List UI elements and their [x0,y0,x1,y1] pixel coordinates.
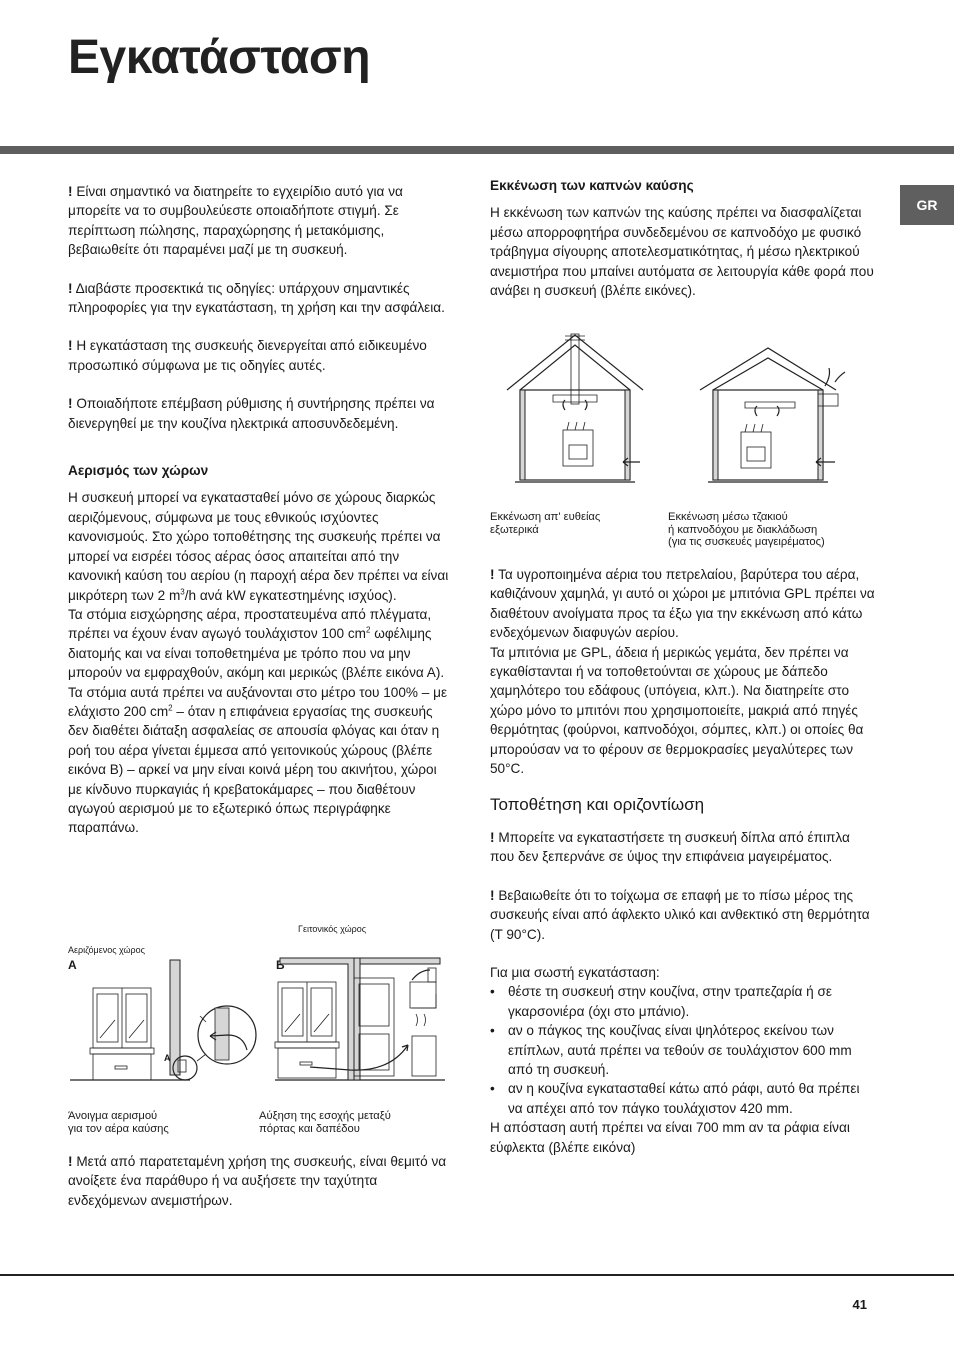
warning-mark: ! [68,1154,73,1169]
positioning-heading: Τοποθέτηση και οριζοντίωση [490,795,705,815]
warning-mark: ! [490,829,495,845]
ventilation-paragraph-1: Η συσκευή μπορεί να εγκατασταθεί μόνο σε χώρους διαρκώς αεριζόμενους, σύμφωνα με τους εθνικούς ισχύοντες κανονισμούς. Στο χώρο τοποθέτησης της συσκευής πρέπει να μπορεί να εισρέει τόσος αέρας όσος απαιτείται από την κανονική καύση του αερίου (η παροχή αέρα δεν πρέπει να είναι μικρότερη των 2 $m^3/h$ ανά kW εγκατεστημένης ισχύος). [68,490,449,603]
left-column [68,182,450,838]
list-item: • αν η κουζίνα εγκατασταθεί κάτω από ράφι, αυτό θα πρέπει να απέχει από τον πάγκο τουλάχιστον 420 mm. [490,1079,875,1118]
lpg-warning [490,565,875,643]
warning-text: Βεβαιωθείτε ότι το τοίχωμα σε επαφή με το πίσω μέρος της συσκευής είναι από άφλεκτο υλικό και ανθεκτικό στη θερμότητα (T 90°C). [490,887,870,942]
install-intro: Για μια σωστή εγκατάσταση: [490,964,660,980]
ventilated-room-label: Αεριζόμενος χώρος [68,945,146,955]
install-list [490,982,875,1118]
positioning-note-2 [490,886,875,944]
warning-text: Οποιαδήποτε επέμβαση ρύθμισης ή συντήρησης πρέπει να διενεργηθεί με την κουζίνα ηλεκτρικά αποσυνδεδεμένη. [68,396,435,431]
install-closing: Η απόσταση αυτή πρέπει να είναι 700 mm αν τα ράφια είναι εύφλεκτα (βλέπε εικόνα) [490,1120,850,1155]
list-item: • θέστε τη συσκευή στην κουζίνα, στην τραπεζαρία ή σε γκαρσονιέρα (όχι στο μπάνιο). [490,982,875,1021]
ventilation-paragraph-2: Τα στόμια εισχώρησης αέρα, προστατευμένα από πλέγματα, πρέπει να έχουν έναν αγωγό τουλάχιστον 100 $cm^2$ ωφέλιμης διατομής και να είναι τοποθετημένα με τρόπο που να μην μπορούν να εμφραχθούν, ακόμη και μερικώς (βλέπε εικόνα Α). [68,606,445,681]
warning-text: Διαβάστε προσεκτικά τις οδηγίες: υπάρχουν σημαντικές πληροφορίες για την εγκατάσταση, τη χρήση και την ασφάλεια. [68,280,445,316]
ventilation-figure [60,950,450,1090]
exhaust-chimney-caption: Εκκένωση μέσω τζακιού ή καπνοδόχου με διακλάδωση (για τις συσκευές μαγειρέματος) [668,511,825,548]
adjacent-room-label: Γειτονικός χώρος [298,924,367,934]
figure-a-caption: Άνοιγμα αερισμού για τον αέρα καύσης [68,1110,169,1135]
figure-letter-b: B [276,958,285,972]
right-column-bottom [490,565,875,1157]
exhaust-figure [505,330,855,500]
lpg-paragraph: Τα μπιτόνια με GPL, άδεια ή μερικώς γεμάτα, δεν πρέπει να εγκαθίστανται ή να τοποθετούνται σε χώρους με δάπεδο χαμηλότερο του εδάφους (υπόγεια, κλπ.). Να διατηρείτε στο χώρο μόνο το μπιτόνι που χρησιμοποιείτε, μακριά από πηγές θερμότητας (φούρνοι, καπνοδόχοι, σόμπες, κλπ.) οι οποίες θα μπορούσαν να το φέρουν σε θερμοκρασίες μεγαλύτερες των 50°C. [490,644,864,777]
footer-divider [0,1274,954,1276]
figure-letter-a-detail: A [164,1053,171,1063]
positioning-note-1 [490,828,875,867]
exhaust-paragraph: Η εκκένωση των καπνών της καύσης πρέπει να διασφαλίζεται μέσω απορροφητήρα συνδεδεμένου σε καπνοδόχο με φυσικό τράβηγμα σίγουρης αποτελεσματικότητας, ή μέσω ηλεκτρικού ανεμιστήρα που μπαίνει αυτόματα σε λειτουργία κάθε φορά που ανάβει η συσκευή (βλέπε εικόνες). [490,205,874,299]
header-divider [0,146,954,154]
warning-text: Μετά από παρατεταμένη χρήση της συσκευής, είναι θεμιτό να ανοίξετε ένα παράθυρο ή να αυξήσετε την ταχύτητα ενδεχόμενων ανεμιστήρων. [68,1154,447,1208]
ventilation-paragraph-3: Τα στόμια αυτά πρέπει να αυξάνονται στο μέτρο του 100% – με ελάχιστο 200 $cm^2$ – όταν η επιφάνεια εργασίας της συσκευής δεν διαθέτει διάταξη ασφαλείας σε απουσία φλόγας και όταν η ροή του αέρα γίνεται έμμεσα από γειτονικούς χώρους (βλέπε εικόνα Β) – αρκεί να μην είναι κοινά μέρη του ακινήτου, χώροι με κίνδυνο πυρκαγιάς ή κρεβατοκάμαρες – που διαθέτουν αγωγού αερισμού με το εξωτερικό όπως περιγράφηκε παραπάνω. [68,684,448,836]
exhaust-direct-caption: Εκκένωση απ' ευθείας εξωτερικά [490,511,601,536]
final-warning [68,1152,450,1210]
language-tab: GR [900,185,954,225]
warning-mark: ! [490,887,495,903]
warning-note-2 [68,279,450,318]
figure-b-caption: Αύξηση της εσοχής μεταξύ πόρτας και δαπέδου [259,1110,391,1135]
warning-text: Τα υγροποιημένα αέρια του πετρελαίου, βαρύτερα του αέρα, καθιζάνουν χαμηλά, γι αυτό οι χώροι με μπιτόνια GPL πρέπει να διαθέτουν ανοίγματα προς τα έξω για την εκκένωση από κάτω ενδεχόμενων διαφυγών αερίου. [490,567,875,641]
warning-text: Μπορείτε να εγκαταστήσετε τη συσκευή δίπλα από έπιπλα που δεν ξεπερνάνε σε ύψος την επιφάνεια μαγειρέματος. [490,829,850,865]
warning-mark: ! [68,280,73,296]
warning-mark: ! [490,567,495,582]
warning-text: Η εγκατάσταση της συσκευής διενεργείται από ειδικευμένο προσωπικό σύμφωνα με τις οδηγίες αυτές. [68,338,427,373]
warning-note-4 [68,394,450,433]
figure-letter-a: A [68,958,77,972]
list-item: • αν ο πάγκος της κουζίνας είναι ψηλότερος εκείνου των επίπλων, αυτά πρέπει να τεθούν σε τουλάχιστον 600 mm από τη συσκευή. [490,1021,875,1079]
page-number: 41 [852,1297,867,1312]
warning-note-1 [68,182,450,260]
page-title: Εγκατάσταση [68,31,371,84]
right-column-top [490,176,875,300]
warning-note-3 [68,336,450,375]
warning-mark: ! [68,338,73,354]
exhaust-heading: Εκκένωση των καπνών καύσης [490,178,694,193]
warning-mark: ! [68,184,73,199]
ventilation-heading: Αερισμός των χώρων [68,463,209,479]
warning-text: Είναι σημαντικό να διατηρείτε το εγχειρίδιο αυτό για να μπορείτε να το συμβουλεύεστε οποιαδήποτε στιγμή. Σε περίπτωση πώλησης, παραχώρησης ή μετακόμισης, βεβαιωθείτε ότι παραμένει μαζί με τη συσκευή. [68,184,403,258]
warning-mark: ! [68,396,73,412]
